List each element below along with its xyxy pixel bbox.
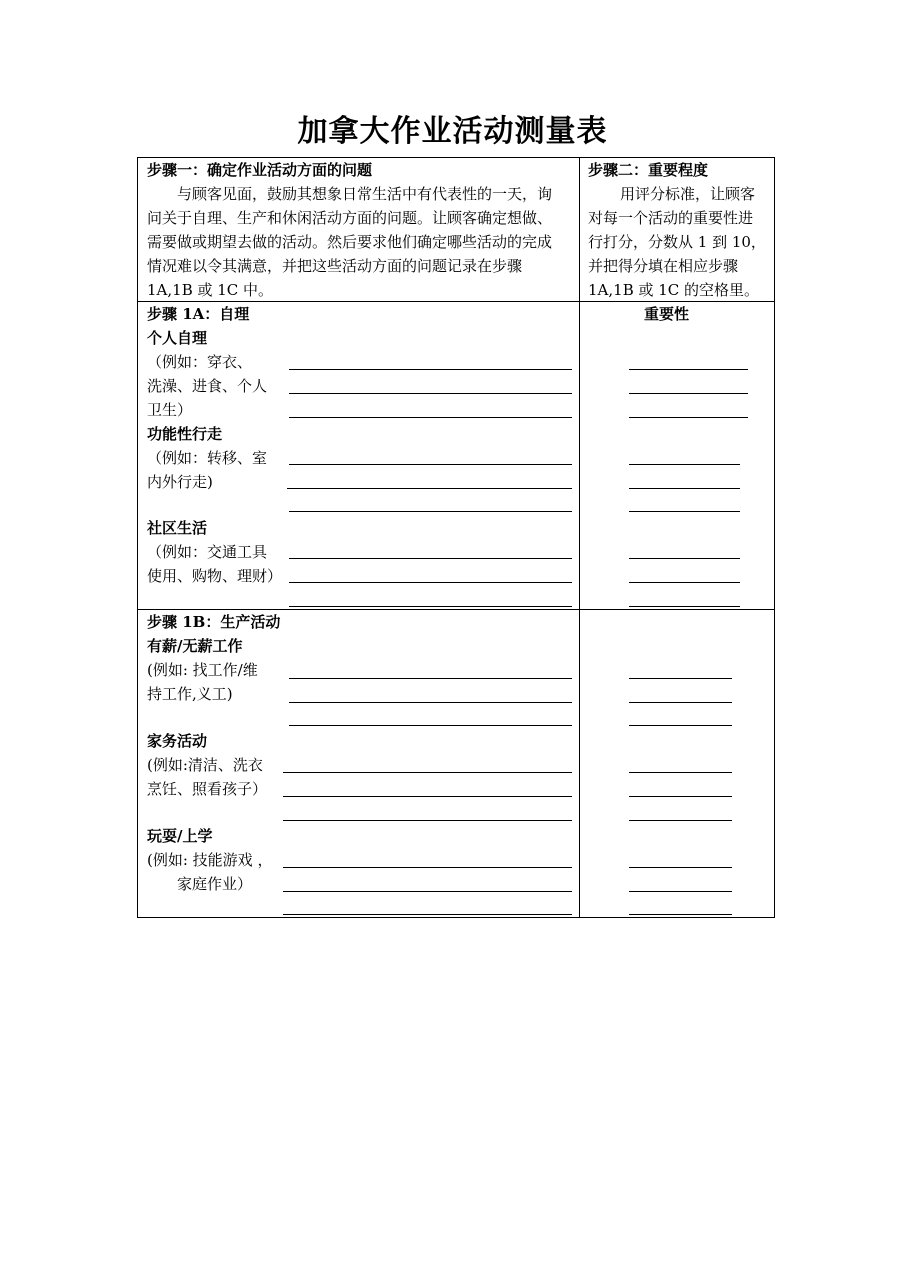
problem-blank[interactable] [289, 725, 572, 726]
group-example-line: （例如：穿衣、 [147, 353, 253, 371]
problem-blank[interactable] [287, 488, 572, 489]
importance-blank[interactable] [629, 369, 748, 370]
group-example-line: (例如: 技能游戏 ， [147, 851, 273, 869]
problem-blank[interactable] [289, 702, 572, 703]
problem-blank[interactable] [289, 582, 572, 583]
problem-blank[interactable] [283, 914, 572, 915]
group-example-line: 使用、购物、理财） [147, 567, 283, 585]
importance-blank[interactable] [629, 772, 732, 773]
importance-blank[interactable] [629, 820, 732, 821]
column-divider [579, 158, 580, 917]
step1-instruction-line: 情况难以令其满意，并把这些活动方面的问题记录在步骤 [147, 257, 523, 275]
problem-blank[interactable] [289, 417, 572, 418]
problem-blank[interactable] [289, 678, 572, 679]
step2-instruction-line: 1A,1B 或 1C 的空格里。 [588, 281, 760, 299]
problem-blank[interactable] [283, 796, 572, 797]
problem-blank[interactable] [289, 464, 572, 465]
importance-blank[interactable] [629, 678, 732, 679]
group-title-mobility: 功能性行走 [147, 425, 223, 443]
group-title-household: 家务活动 [147, 732, 208, 750]
step1-instruction-line: 1A,1B 或 1C 中。 [147, 281, 274, 299]
group-example-line: (例如:清洁、洗衣 [147, 756, 263, 774]
importance-blank[interactable] [629, 511, 740, 512]
importance-blank[interactable] [629, 725, 732, 726]
step1-instruction-line: 问关于自理、生产和休闲活动方面的问题。让顾客确定想做、 [147, 209, 553, 227]
importance-blank[interactable] [629, 891, 732, 892]
group-example-line: （例如：交通工具 [147, 543, 268, 561]
step1-heading: 步骤一：确定作业活动方面的问题 [147, 161, 373, 179]
step1-instruction-line: 需要做或期望去做的活动。然后要求他们确定哪些活动的完成 [147, 233, 553, 251]
problem-blank[interactable] [283, 772, 572, 773]
problem-blank[interactable] [283, 867, 572, 868]
group-example-line: 洗澡、进食、个人 [147, 377, 268, 395]
group-title-community: 社区生活 [147, 519, 208, 537]
importance-blank[interactable] [629, 393, 748, 394]
group-example-line: 内外行走) [147, 473, 213, 491]
group-example-line: 卫生） [147, 401, 193, 419]
importance-blank[interactable] [629, 867, 732, 868]
group-title-play-school: 玩耍/上学 [147, 827, 213, 845]
importance-blank[interactable] [629, 702, 732, 703]
group-example-line: (例如: 找工作/维 [147, 661, 258, 679]
problem-blank[interactable] [283, 891, 572, 892]
step1a-heading: 步骤 1A：自理 [147, 305, 250, 323]
step2-instruction-line: 对每一个活动的重要性进 [588, 209, 754, 227]
group-title-work: 有薪/无薪工作 [147, 637, 243, 655]
importance-blank[interactable] [629, 464, 740, 465]
page-title: 加拿大作业活动测量表 [297, 114, 608, 149]
importance-blank[interactable] [629, 582, 740, 583]
problem-blank[interactable] [283, 820, 572, 821]
step2-instruction-line: 并把得分填在相应步骤 [588, 257, 739, 275]
importance-blank[interactable] [629, 417, 748, 418]
problem-blank[interactable] [289, 369, 572, 370]
importance-column-label: 重要性 [644, 305, 690, 323]
problem-blank[interactable] [289, 606, 572, 607]
importance-blank[interactable] [629, 796, 732, 797]
step1b-heading: 步骤 1B：生产活动 [147, 613, 281, 631]
problem-blank[interactable] [289, 558, 572, 559]
importance-blank[interactable] [629, 558, 740, 559]
group-example-line: 持工作,义工) [147, 685, 233, 703]
importance-blank[interactable] [629, 914, 732, 915]
importance-blank[interactable] [629, 488, 740, 489]
step1-instruction-line: 与顾客见面，鼓励其想象日常生活中有代表性的一天，询 [177, 185, 553, 203]
group-example-line: （例如：转移、室 [147, 449, 268, 467]
step2-instruction-line: 行打分，分数从 1 到 10， [588, 233, 766, 251]
group-example-line: 烹饪、照看孩子） [147, 780, 268, 798]
problem-blank[interactable] [289, 393, 572, 394]
group-title-personal-care: 个人自理 [147, 329, 208, 347]
assessment-form [137, 157, 775, 918]
group-example-line: 家庭作业） [177, 875, 253, 893]
importance-blank[interactable] [629, 606, 740, 607]
step2-instruction-line: 用评分标准，让顾客 [620, 185, 756, 203]
problem-blank[interactable] [289, 511, 572, 512]
step2-heading: 步骤二：重要程度 [588, 161, 709, 179]
